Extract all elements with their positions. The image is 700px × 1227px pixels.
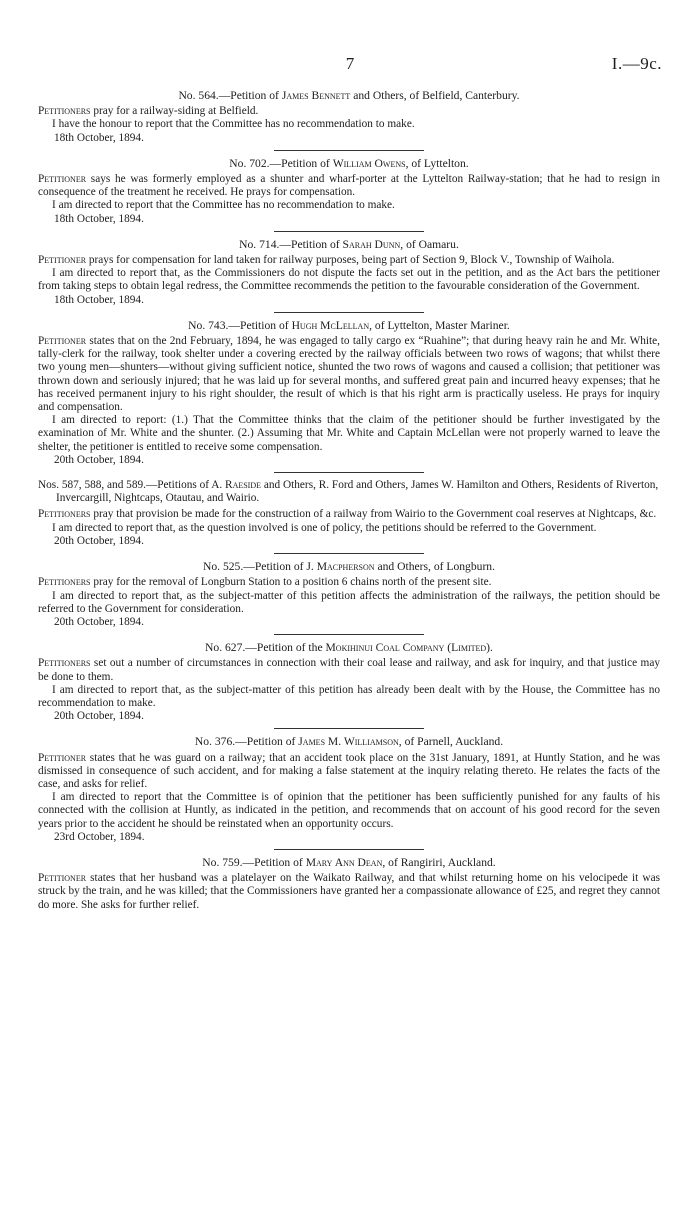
petition-summary: Petitioners set out a number of circumstances in connection with their coal lease and railway, and ask for inquiry, and that justice may be done to them. bbox=[38, 657, 660, 683]
petition-summary: Petitioner states that on the 2nd February, 1894, he was engaged to tally cargo ex “Ruahine”; that during heavy rain he and Mr. White, tally-clerk for the railway, took shelter under a covering erected by the railway officials between two rows of wagons; that whilst there two young men—shunters—without giving sufficient notice, shunted the two rows of wagons and caused a collision; that petitioner was thrown down and seriously injured; that he was laid up for several months, and suffered great pain and incurred heavy expenses; that he has received permanent injury to his right shoulder, the result of which is that his right arm is practically useless. He prays for inquiry and compensation. bbox=[38, 335, 660, 414]
divider-rule bbox=[274, 728, 424, 729]
petitioner-name: Raeside bbox=[225, 479, 262, 492]
petition-entry bbox=[38, 735, 660, 844]
petition-summary: Petitioner prays for compensation for land taken for railway purposes, being part of Section 9, Block V., Township of Waihola. bbox=[38, 254, 615, 267]
report-date: 18th October, 1894. bbox=[54, 212, 144, 225]
petition-entry bbox=[38, 89, 660, 145]
petition-summary: Petitioner says he was formerly employed as a shunter and wharf-porter at the Lyttelton Railway-station; that he had to resign in consequence of the treatment he received. He prays for compensation. bbox=[38, 173, 660, 199]
petition-heading: No. 759.—Petition of Mary Ann Dean, of Rangiriri, Auckland. bbox=[202, 855, 496, 869]
report-date: 20th October, 1894. bbox=[54, 453, 144, 466]
petitioner-name: Sarah Dunn bbox=[342, 237, 401, 251]
committee-report: I am directed to report that the Committee is of opinion that the petitioner has been sufficiently punished for any faults of his connected with the collision at Huntly, as indicated in the petition, and recommends that on account of his good record for the seven years prior to the accident he should be reinstated when an opportunity occurs. bbox=[38, 791, 660, 830]
petitioner-name: Mokihinui Coal Company (Limited) bbox=[325, 641, 491, 655]
page-number: 7 bbox=[345, 54, 355, 73]
petition-heading: No. 564.—Petition of James Bennett and Others, of Belfield, Canterbury. bbox=[178, 89, 520, 102]
petition-entry bbox=[38, 641, 660, 723]
petition-summary: Petitioners pray for a railway-siding at Belfield. bbox=[38, 105, 259, 118]
petitioner-name: James M. Williamson bbox=[298, 735, 399, 749]
committee-report: I am directed to report that, as the subject-matter of this petition affects the administration of the railways, the petition should be referred to the Government for consideration. bbox=[38, 589, 660, 615]
divider-rule bbox=[274, 312, 424, 313]
petition-entry bbox=[38, 157, 660, 226]
divider-rule bbox=[274, 634, 424, 635]
committee-report: I am directed to report that, as the Commissioners do not dispute the facts set out in the petition, and as the Act bars the petitioner from taking steps to obtain legal redress, the Committee recommends the petition to the favourable consideration of the Government. bbox=[38, 267, 660, 293]
petitioner-name: Mary Ann Dean bbox=[305, 855, 383, 869]
petition-heading: No. 376.—Petition of James M. Williamson, of Parnell, Auckland. bbox=[194, 735, 504, 749]
petition-list bbox=[38, 89, 660, 912]
petitioner-name: Hugh McLellan bbox=[291, 318, 370, 332]
report-date: 18th October, 1894. bbox=[54, 293, 144, 306]
committee-report: I am directed to report that, as the question involved is one of policy, the petitions should be referred to the Government. bbox=[52, 521, 597, 534]
petition-summary: Petitioners pray for the removal of Longburn Station to a position 6 chains north of the present site. bbox=[38, 576, 492, 589]
petitioner-name: William Owens bbox=[332, 156, 406, 170]
committee-report: I am directed to report that, as the subject-matter of this petition has already been dealt with by the House, the Committee has no recommendation to make. bbox=[38, 683, 660, 709]
committee-report: I am directed to report: (1.) That the Committee thinks that the claim of the petitioner should be further investigated by the examination of Mr. White and the shunter. (2.) Assuming that Mr. White and Captain McLellan were not properly warned to leave the shelter, the petitioner is entitled to receive some compensation. bbox=[38, 414, 660, 453]
petition-summary: Petitioner states that her husband was a platelayer on the Waikato Railway, and that whilst returning home on his velocipede it was struck by the train, and he was killed; that the Commissioners have granted her a compassionate allowance of £25, and regret they cannot do more. She asks for further relief. bbox=[38, 872, 660, 911]
committee-report: I have the honour to report that the Committee has no recommendation to make. bbox=[52, 118, 415, 131]
report-date: 18th October, 1894. bbox=[54, 131, 144, 144]
report-reference: I.—9c. bbox=[611, 54, 662, 73]
petition-summary: Petitioner states that he was guard on a railway; that an accident took place on the 31st January, 1891, at Huntly Station, and he was dismissed in consequence of such accident, and for making a false statement at the inquiry relating thereto. He relates the facts of the case, and asks for relief. bbox=[38, 751, 660, 790]
petitioner-name: James Bennett bbox=[281, 89, 351, 102]
petition-entry bbox=[38, 560, 660, 629]
divider-rule bbox=[274, 231, 424, 232]
petition-entry bbox=[38, 856, 660, 912]
petition-entry bbox=[38, 238, 660, 307]
petition-heading: Nos. 587, 588, and 589.—Petitions of A. Raeside and Others, R. Ford and Others, James W. Hamilton and Others, Residents of Riverton, Invercargill, Nightcaps, Otautau, and Wairio. bbox=[38, 479, 659, 505]
petitioner-name: Macpherson bbox=[316, 560, 375, 574]
page-header bbox=[0, 54, 700, 78]
report-date: 23rd October, 1894. bbox=[54, 830, 145, 843]
petition-heading: No. 702.—Petition of William Owens, of Lyttelton. bbox=[229, 156, 469, 170]
petition-heading: No. 714.—Petition of Sarah Dunn, of Oamaru. bbox=[239, 237, 459, 251]
report-date: 20th October, 1894. bbox=[54, 710, 144, 723]
petition-heading: No. 525.—Petition of J. Macpherson and Others, of Longburn. bbox=[203, 560, 495, 574]
report-date: 20th October, 1894. bbox=[54, 615, 144, 628]
divider-rule bbox=[274, 849, 424, 850]
divider-rule bbox=[274, 150, 424, 151]
committee-report: I am directed to report that the Committee has no recommendation to make. bbox=[52, 199, 395, 212]
petition-entry bbox=[38, 479, 660, 548]
petition-entry bbox=[38, 319, 660, 467]
divider-rule bbox=[274, 472, 424, 473]
petition-heading: No. 743.—Petition of Hugh McLellan, of Lyttelton, Master Mariner. bbox=[188, 318, 510, 332]
petition-summary: Petitioners pray that provision be made for the construction of a railway from Wairio to the Government coal reserves at Nightcaps, &c. bbox=[38, 508, 657, 521]
petition-heading: No. 627.—Petition of the Mokihinui Coal Company (Limited). bbox=[205, 641, 493, 655]
divider-rule bbox=[274, 553, 424, 554]
report-date: 20th October, 1894. bbox=[54, 534, 144, 547]
